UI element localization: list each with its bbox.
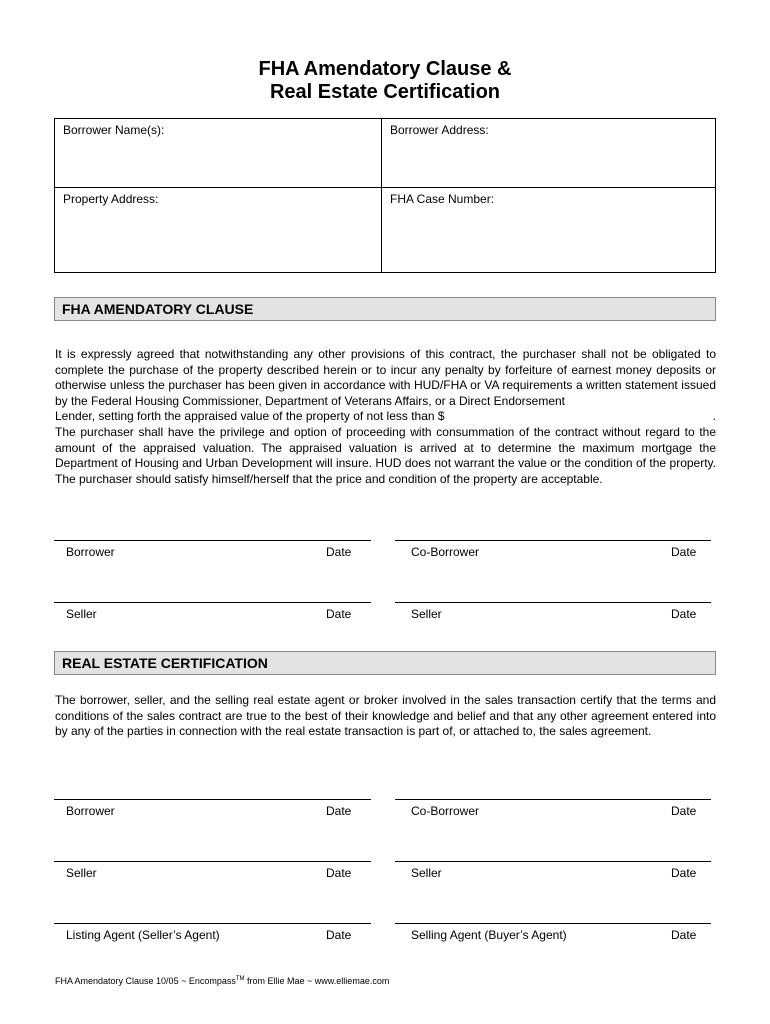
listing-agent-signature-line[interactable] — [54, 923, 371, 924]
appraised-value-line — [55, 409, 716, 425]
borrower-signature-line[interactable] — [54, 540, 371, 541]
amendatory-clause-text — [55, 347, 716, 487]
seller-2-signature-line[interactable] — [395, 602, 711, 603]
property-address-label: Property Address: — [63, 192, 159, 206]
seller-date-label: Date — [326, 607, 352, 621]
fha-case-number-label: FHA Case Number: — [390, 192, 495, 206]
cert-borrower-signature-line[interactable] — [54, 799, 371, 800]
title-line-2: Real Estate Certification — [269, 81, 501, 103]
footer-text-start: FHA Amendatory Clause 10/05 ~ Encompass — [55, 976, 236, 986]
amendatory-clause-heading: FHA AMENDATORY CLAUSE — [54, 297, 716, 321]
selling-agent-signature-line[interactable] — [395, 923, 711, 924]
footer-text-end: from Ellie Mae ~ www.elliemae.com — [244, 976, 390, 986]
cert-seller-date-label: Date — [326, 866, 352, 880]
seller-signature-label: Seller — [66, 607, 97, 621]
listing-agent-date-label: Date — [326, 928, 352, 942]
cert-seller-2-date-label: Date — [671, 866, 697, 880]
amendatory-text-part2: The purchaser shall have the privilege and option of proceeding with consummation of the contract without regard to the amount of the appraised valuation. The appraised valuation is arrived at to determine the maximum mortgage the Department of Housing and Urban Development will insure. HUD does not warrant the value or the condition of the property. The purchaser should satisfy himself/herself that the price and condition of the property are acceptable. — [55, 424, 716, 486]
borrower-names-field[interactable] — [55, 119, 382, 188]
seller-2-date-label: Date — [671, 607, 697, 621]
borrower-signature-label: Borrower — [66, 545, 115, 559]
cert-seller-signature-line[interactable] — [54, 861, 371, 862]
page-footer — [55, 976, 389, 986]
seller-2-signature-label: Seller — [411, 607, 442, 621]
listing-agent-signature-label: Listing Agent (Seller’s Agent) — [66, 928, 220, 942]
real-estate-certification-heading: REAL ESTATE CERTIFICATION — [54, 651, 716, 675]
cert-co-borrower-signature-line[interactable] — [395, 799, 711, 800]
trademark-mark: TM — [235, 976, 245, 982]
borrower-address-label: Borrower Address: — [390, 123, 489, 137]
appraised-value-input[interactable]: . — [712, 409, 716, 424]
seller-signature-line[interactable] — [54, 602, 371, 603]
cert-seller-2-signature-line[interactable] — [395, 861, 711, 862]
amendatory-text-part1: It is expressly agreed that notwithstanding any other provisions of this contract, the purchaser shall not be obligated to complete the purchase of the property described herein or to incur any penalty by forfeiture of earnest money deposits or otherwise unless the purchaser has been given in accordance with HUD/FHA or VA requirements a written statement issued by the Federal Housing Commissioner, Department of Veterans Affairs, or a Direct Endorsement — [55, 347, 716, 408]
property-address-field[interactable] — [55, 188, 382, 272]
cert-co-borrower-signature-label: Co-Borrower — [411, 804, 480, 818]
selling-agent-date-label: Date — [671, 928, 697, 942]
certification-text: The borrower, seller, and the selling real estate agent or broker involved in the sales transaction certify that the terms and conditions of the sales contract are true to the best of their knowledge and belief and that any other agreement entered into by any of the parties in connection with the real estate transaction is part of, or attached to, the sales agreement. — [55, 693, 716, 739]
borrower-names-label: Borrower Name(s): — [63, 123, 165, 137]
document-title — [0, 58, 770, 104]
title-line-1: FHA Amendatory Clause & — [258, 58, 512, 80]
co-borrower-date-label: Date — [671, 545, 697, 559]
cert-seller-signature-label: Seller — [66, 866, 97, 880]
cert-borrower-signature-label: Borrower — [66, 804, 115, 818]
cert-seller-2-signature-label: Seller — [411, 866, 442, 880]
borrower-date-label: Date — [326, 545, 352, 559]
cert-co-borrower-date-label: Date — [671, 804, 697, 818]
co-borrower-signature-line[interactable] — [395, 540, 711, 541]
borrower-address-field[interactable] — [382, 119, 715, 188]
borrower-info-table — [54, 118, 716, 273]
co-borrower-signature-label: Co-Borrower — [411, 545, 480, 559]
appraised-value-label: Lender, setting forth the appraised value of the property of not less than $ — [55, 409, 445, 424]
cert-borrower-date-label: Date — [326, 804, 352, 818]
selling-agent-signature-label: Selling Agent (Buyer’s Agent) — [411, 928, 567, 942]
fha-case-number-field[interactable] — [382, 188, 715, 272]
